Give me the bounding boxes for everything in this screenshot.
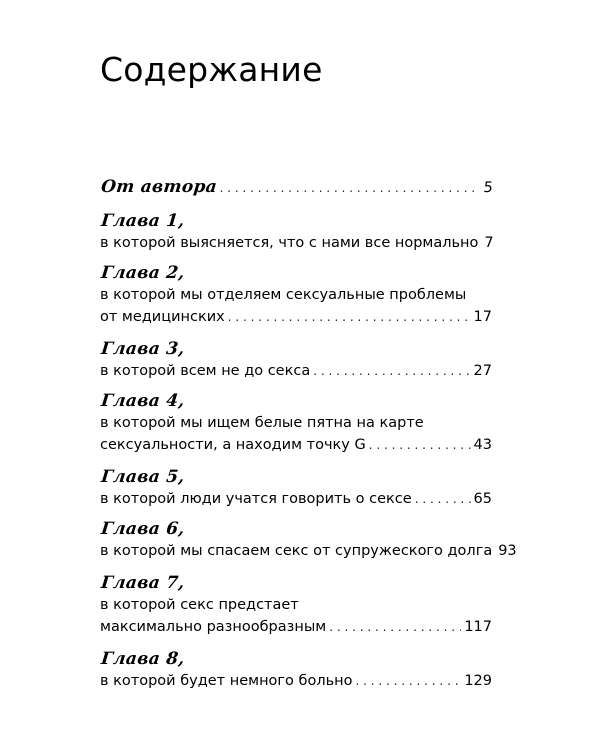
toc-line: [100, 360, 492, 382]
dot-leader: [369, 434, 471, 456]
toc-line: [100, 670, 492, 692]
toc-entry-chapter-6[interactable]: [100, 518, 517, 562]
toc-line-text: в которой мы отделяем сексуальные проблемы: [100, 287, 467, 303]
toc-entry-chapter-1[interactable]: [100, 210, 492, 254]
toc-line-text: в которой выясняется, что с нами все нормально: [100, 235, 479, 251]
toc-page-number: 129: [464, 673, 492, 689]
dot-leader: [313, 360, 470, 382]
toc-line-text: в которой люди учатся говорить о сексе: [100, 491, 412, 507]
toc-entry-chapter-5[interactable]: [100, 466, 492, 510]
toc-entry-chapter-2[interactable]: [100, 262, 492, 328]
toc-line: [100, 488, 492, 510]
toc-line-text: от медицинских: [100, 309, 225, 325]
toc-line-text: в которой всем не до секса: [100, 363, 311, 379]
toc-line-text: в которой мы спасаем секс от супружеского долга: [100, 543, 493, 559]
toc-page-number: 7: [484, 235, 494, 251]
toc-heading: Глава 1,: [100, 211, 186, 231]
toc-line: [100, 232, 492, 254]
toc-line-text: максимально разнообразным: [100, 619, 327, 635]
toc-entry-chapter-7[interactable]: [100, 572, 492, 638]
dot-leader: [219, 177, 482, 199]
toc-entry-chapter-4[interactable]: [100, 390, 492, 456]
toc-page-number: 93: [498, 543, 517, 559]
table-of-contents: [100, 176, 517, 692]
toc-line: [100, 540, 517, 562]
toc-page-number: 17: [473, 309, 492, 325]
toc-heading-line: [100, 176, 494, 198]
toc-heading: Глава 4,: [100, 391, 186, 411]
toc-heading: От автора: [100, 177, 219, 197]
toc-page-number: 27: [473, 363, 492, 379]
toc-heading: Глава 3,: [100, 339, 186, 359]
toc-entry-chapter-8[interactable]: [100, 648, 492, 692]
toc-line: [100, 306, 492, 328]
toc-entry-chapter-3[interactable]: [100, 338, 492, 382]
toc-heading: Глава 5,: [100, 467, 186, 487]
page-title: Содержание: [100, 50, 323, 89]
toc-line: [100, 616, 492, 638]
toc-line-text: сексуальности, а находим точку G: [100, 437, 366, 453]
toc-page-number: 117: [464, 619, 492, 635]
toc-heading: Глава 2,: [100, 263, 186, 283]
toc-line: [100, 434, 492, 456]
toc-heading: Глава 8,: [100, 649, 186, 669]
dot-leader: [228, 306, 471, 328]
toc-page-number: 43: [473, 437, 492, 453]
toc-heading: Глава 7,: [100, 573, 186, 593]
toc-entry-author[interactable]: [100, 176, 492, 198]
toc-page-number: 65: [473, 491, 492, 507]
dot-leader: [415, 488, 471, 510]
dot-leader: [329, 616, 461, 638]
toc-line-text: в которой будет немного больно: [100, 673, 353, 689]
toc-page-number: 5: [482, 180, 494, 196]
toc-line-text: в которой мы ищем белые пятна на карте: [100, 415, 424, 431]
dot-leader: [356, 670, 462, 692]
toc-line-text: в которой секс предстает: [100, 597, 299, 613]
toc-heading: Глава 6,: [100, 519, 186, 539]
